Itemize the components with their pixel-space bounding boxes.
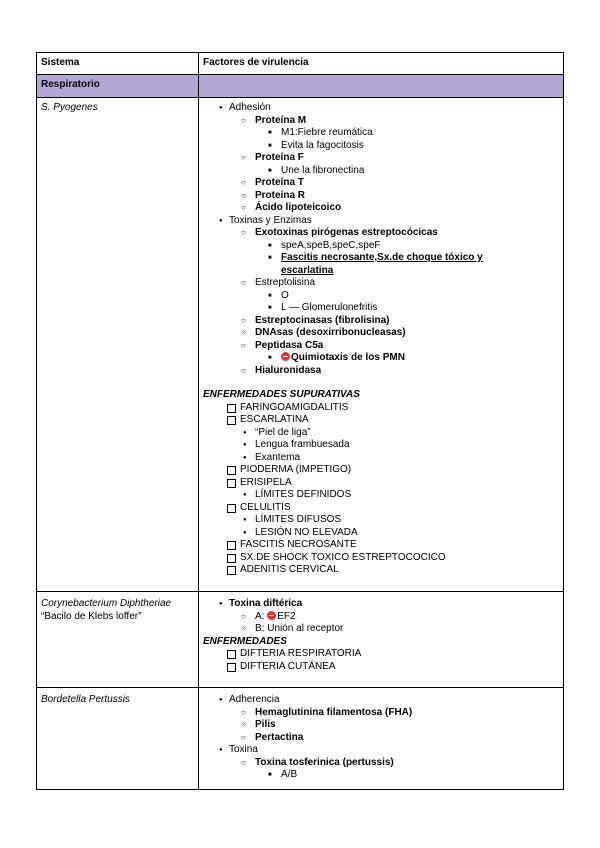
- checkbox-label: ADENITIS CERVICAL: [240, 564, 339, 575]
- checkbox-item: [203, 477, 559, 490]
- factors-pyogenes: [199, 98, 564, 592]
- list-item: ● Exantema: [203, 452, 559, 465]
- section-respiratorio: Respiratorio: [37, 75, 199, 98]
- header-sistema: Sistema: [37, 53, 199, 75]
- organism-name: Bordetella Pertussis: [41, 694, 130, 705]
- list-item-text: Adhesión: [229, 102, 271, 113]
- list-item-text: Proteína M: [255, 114, 307, 126]
- checkbox-item: [203, 552, 559, 565]
- list-item: [229, 227, 559, 277]
- checkbox-label: SX.DE SHOCK TOXICO ESTREPTOCOCICO: [240, 551, 446, 563]
- header-factores: Factores de virulencia: [199, 53, 564, 75]
- list-item: ■ O: [255, 290, 559, 303]
- diseases-heading: ENFERMEDADES: [203, 635, 287, 647]
- virulence-table: [36, 52, 564, 790]
- checkbox-label: CELULITIS: [240, 501, 291, 513]
- checkbox-item: [203, 564, 559, 577]
- list-item: [229, 611, 559, 624]
- list-item: [203, 215, 559, 378]
- list-item: ● LESIÓN NO ELEVADA: [203, 527, 559, 540]
- organism-name: Corynebacterium Diphtheriae: [41, 598, 172, 609]
- checkbox-item: [203, 502, 559, 515]
- list-item: ● LÍMITES DIFUSOS: [203, 514, 559, 527]
- list-item: ○ Proteína R: [229, 190, 559, 203]
- factors-diphtheriae: [199, 592, 564, 688]
- list-item: ○ Estreptocinasas (fibrolisina): [229, 315, 559, 328]
- list-item-text: A:: [255, 610, 265, 622]
- list-item: [229, 115, 559, 153]
- list-item: ○ Hemaglutinina filamentosa (FHA): [229, 707, 559, 720]
- list-item: ■ Une la fibronectina: [255, 165, 559, 178]
- checkbox-label: FARINGOAMIGDALITIS: [240, 401, 349, 413]
- list-item: ■ speA,speB,speC,speF: [255, 240, 559, 253]
- list-item-text: Toxina: [229, 744, 258, 755]
- diseases-heading: ENFERMEDADES SUPURATIVAS: [203, 389, 360, 400]
- checkbox-label: ERISIPELA: [240, 476, 292, 488]
- checkbox-label: DIFTERIA RESPIRATORIA: [240, 648, 362, 659]
- checkbox-item: [203, 648, 559, 661]
- list-item: ■ Fascitis necrosante,Sx.de choque tóxico y escarlatina: [255, 252, 526, 277]
- organism-diphtheriae: [37, 592, 199, 688]
- checkbox-item: [203, 539, 559, 552]
- list-item: ○ Hialuronidasa: [229, 365, 559, 378]
- list-item: [229, 340, 559, 365]
- list-item: ■ Evita la fagocitosis: [255, 140, 559, 153]
- prohibited-icon: [281, 352, 290, 361]
- list-item: ■ L — Glomerulonefritis: [255, 302, 559, 315]
- list-item-text: Toxinas y Enzimas: [229, 214, 312, 226]
- list-item: ● “Piel de liga”: [203, 427, 559, 440]
- list-item: ○ Pilis: [229, 719, 559, 732]
- table-row: [37, 688, 564, 790]
- checkbox-item: [203, 414, 559, 427]
- organism-name: S. Pyogenes: [41, 102, 98, 113]
- list-item: ○ DNAsas (desoxirribonucleasas): [229, 327, 559, 340]
- list-item-text: Estreptolisina: [255, 277, 316, 288]
- section-empty-cell: [199, 75, 564, 98]
- list-item: ○ B: Unión al receptor: [229, 623, 559, 636]
- list-item: [229, 277, 559, 315]
- checkbox-label: DIFTERIA CUTÁNEA: [240, 660, 336, 672]
- checkbox-label: ESCARLATINA: [240, 414, 309, 425]
- table-row: [37, 98, 564, 592]
- list-item: ○ Ácido lipoteicoico: [229, 202, 559, 215]
- table-row: [37, 592, 564, 688]
- factor-list: [203, 102, 559, 377]
- list-item-text: Adherencia: [229, 694, 280, 705]
- list-item-text: EF2: [277, 610, 296, 622]
- list-item: [203, 598, 559, 636]
- checkbox-item: [203, 402, 559, 415]
- organism-pyogenes: [37, 98, 199, 592]
- organism-alias: “Bacilo de Klebs loffer”: [41, 610, 142, 622]
- prohibited-icon: [267, 611, 276, 620]
- list-item: ● Lengua frambuesada: [203, 439, 559, 452]
- list-item-text: Toxina diftérica: [229, 598, 303, 609]
- list-item-text: Exotoxinas pirógenas estreptocócicas: [255, 227, 438, 238]
- factors-pertussis: [199, 688, 564, 790]
- organism-pertussis: [37, 688, 199, 790]
- list-item: [203, 694, 559, 744]
- checkbox-label: PIODERMA (IMPETIGO): [240, 464, 352, 475]
- list-item: ○ Proteína T: [229, 177, 559, 190]
- list-item: [255, 352, 559, 365]
- list-item: ■ A/B: [255, 769, 559, 782]
- list-item-text: Proteína F: [255, 152, 304, 163]
- list-item-text: Peptidasa C5a: [255, 339, 324, 351]
- checkbox-item: [203, 661, 559, 674]
- list-item: ○ Pertactina: [229, 732, 559, 745]
- section-row: [37, 75, 564, 98]
- list-item: ■ M1:Fiebre reumática: [255, 127, 559, 140]
- list-item: [229, 152, 559, 177]
- list-item: [229, 757, 559, 782]
- list-item-text: Toxina tosferinica (pertussis): [255, 756, 394, 768]
- list-item: [203, 102, 559, 215]
- checkbox-label: FASCITIS NECROSANTE: [240, 539, 357, 550]
- list-item: ● LÍMITES DEFINIDOS: [203, 489, 559, 502]
- list-item-text: Quimiotaxis de los PMN: [291, 352, 405, 363]
- checkbox-item: [203, 464, 559, 477]
- table-header-row: [37, 53, 564, 75]
- list-item: [203, 744, 559, 782]
